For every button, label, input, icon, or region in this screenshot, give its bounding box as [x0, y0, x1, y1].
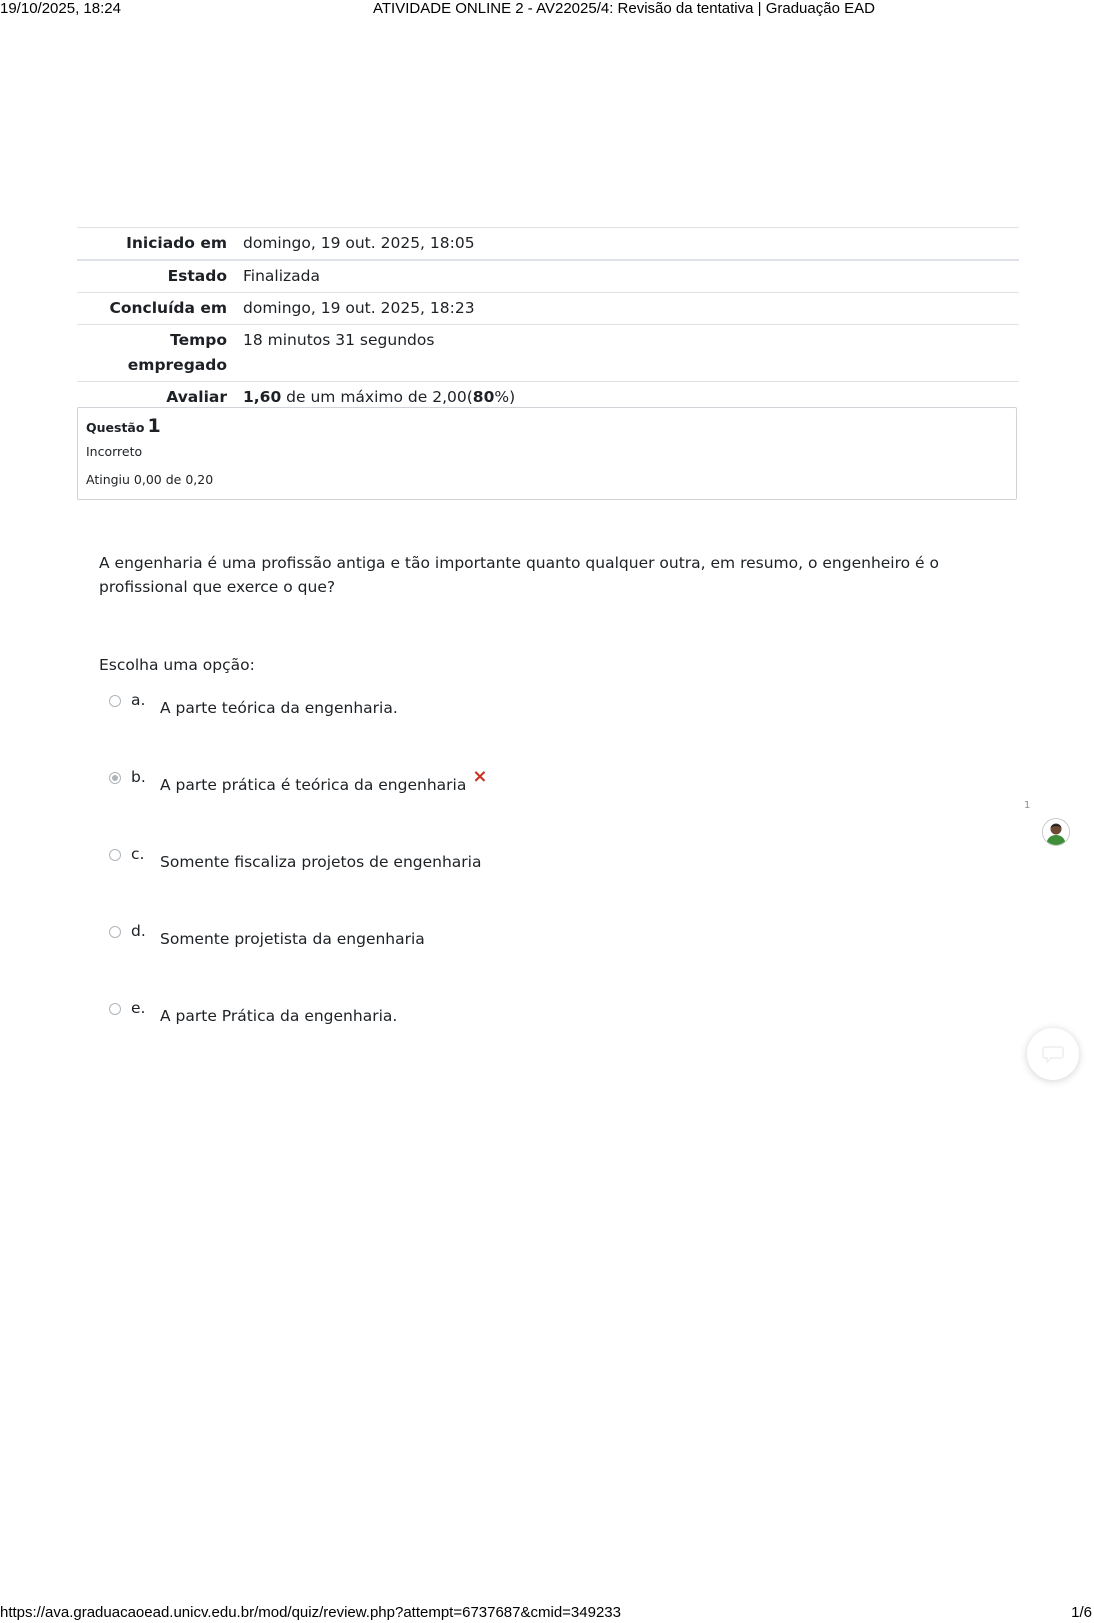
- answer-letter: c.: [131, 845, 145, 863]
- answer-option-c[interactable]: [99, 844, 899, 921]
- time-label: [77, 325, 235, 382]
- grade-score: 1,60: [243, 388, 282, 406]
- question-grade: Atingiu 0,00 de 0,20: [86, 472, 214, 487]
- radio-a[interactable]: [109, 695, 121, 707]
- print-footer: [0, 1604, 1094, 1622]
- completed-label: Concluída em: [109, 299, 227, 317]
- answer-list: [99, 690, 899, 1075]
- answer-letter: d.: [131, 922, 146, 940]
- state-value: Finalizada: [243, 267, 321, 285]
- question-state: Incorreto: [86, 444, 143, 459]
- answer-text: Somente projetista da engenharia: [160, 930, 425, 948]
- answer-prompt: Escolha uma opção:: [99, 656, 255, 674]
- print-header: [0, 0, 1094, 18]
- person-icon: [1043, 819, 1069, 845]
- grade-label: Avaliar: [166, 388, 227, 406]
- answer-text: A parte teórica da engenharia.: [160, 699, 398, 717]
- answer-text-container: [160, 766, 488, 796]
- answer-option-b[interactable]: [99, 767, 899, 844]
- time-value: 18 minutos 31 segundos: [243, 331, 435, 349]
- floating-action-button[interactable]: [1027, 1028, 1079, 1080]
- summary-row-completed: [77, 293, 1019, 325]
- answer-letter: e.: [131, 999, 146, 1017]
- answer-text: A parte Prática da engenharia.: [160, 1007, 398, 1025]
- answer-letter: b.: [131, 768, 146, 786]
- started-label: Iniciado em: [126, 234, 227, 252]
- attempt-summary-table: [77, 227, 1019, 413]
- completed-value: domingo, 19 out. 2025, 18:23: [243, 299, 475, 317]
- print-page-title: ATIVIDADE ONLINE 2 - AV22025/4: Revisão da tentativa | Graduação EAD: [373, 0, 875, 17]
- answer-text: A parte prática é teórica da engenharia: [160, 776, 467, 794]
- incorrect-x-icon: ×: [472, 766, 488, 787]
- answer-text: Somente fiscaliza projetos de engenharia: [160, 853, 482, 871]
- chat-icon: [1041, 1044, 1065, 1064]
- grade-percent-suffix: %): [494, 388, 516, 406]
- answer-letter: a.: [131, 691, 146, 709]
- answer-option-a[interactable]: [99, 690, 899, 767]
- question-number-value: 1: [147, 415, 161, 437]
- time-label-line-2: empregado: [127, 356, 227, 374]
- summary-row-time: [77, 325, 1019, 382]
- radio-b-selected[interactable]: [109, 772, 121, 784]
- answer-option-e[interactable]: [99, 998, 899, 1075]
- radio-e[interactable]: [109, 1003, 121, 1015]
- summary-row-state: [77, 260, 1019, 293]
- question-label: Questão: [86, 420, 145, 435]
- time-label-line-1: Tempo: [170, 331, 227, 349]
- summary-row-started: [77, 228, 1019, 261]
- grade-max-text: de um máximo de 2,00(: [281, 388, 473, 406]
- radio-c[interactable]: [109, 849, 121, 861]
- question-number: [86, 414, 1008, 438]
- question-text: A engenharia é uma profissão antiga e tão importante quanto qualquer outra, em resumo, o engenheiro é o profissional que exerce o que?: [99, 554, 939, 596]
- grade-percent: 80: [472, 388, 495, 406]
- print-page-number: 1/6: [1071, 1604, 1092, 1621]
- state-label: Estado: [167, 267, 227, 285]
- question-info-box: [77, 407, 1017, 500]
- print-url: https://ava.graduacaoead.unicv.edu.br/mod/quiz/review.php?attempt=6737687&cmid=349233: [0, 1604, 621, 1621]
- user-avatar-icon[interactable]: [1042, 818, 1070, 846]
- side-badge-number: 1: [1024, 800, 1031, 811]
- answer-option-d[interactable]: [99, 921, 899, 998]
- radio-d[interactable]: [109, 926, 121, 938]
- print-datetime: 19/10/2025, 18:24: [0, 0, 121, 17]
- started-value: domingo, 19 out. 2025, 18:05: [243, 234, 475, 252]
